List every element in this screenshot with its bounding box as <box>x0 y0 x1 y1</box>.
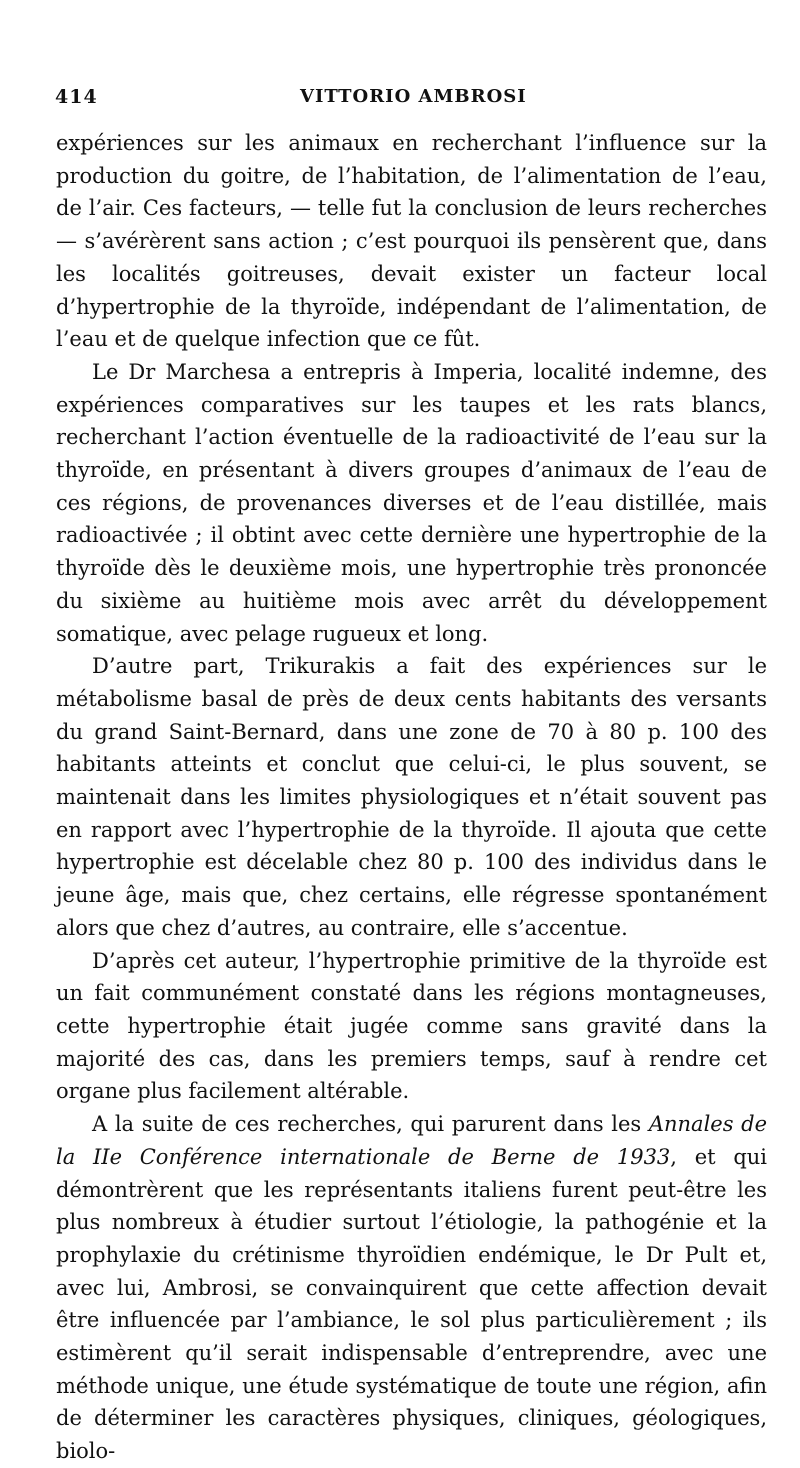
body-text <box>56 127 767 1468</box>
page-header <box>55 86 770 116</box>
paragraph-4: D’après cet auteur, l’hypertrophie primitive de la thyroïde est un fait communément constaté dans les régions montagneuses, cette hypertrophie était jugée comme sans gravité dans la majorité des cas, dans les premiers temps, sauf à rendre cet organe plus facilement altérable. <box>56 948 767 1104</box>
paragraph-5-end: , et qui démontrèrent que les représentants italiens furent peut-être les plus nombreux à étudier surtout l’étiologie, la pathogénie et la prophylaxie du crétinisme thyroïdien endémique, le Dr Pult et, avec lui, Ambrosi, se convainquirent que cette affection devait être influencée par l’ambiance, le sol plus particulièrement ; ils estimèrent qu’il serait indispensable d’entreprendre, avec une méthode unique, une étude systématique de toute une région, afin de déterminer les caractères physiques, cliniques, géologiques, biolo- <box>56 1144 768 1464</box>
page-number: 414 <box>55 86 98 108</box>
journal-title: Annales de la IIe Conférence internationale de Berne de 1933 <box>56 1112 768 1169</box>
running-head: VITTORIO AMBROSI <box>300 86 527 107</box>
paragraph-1: expériences sur les animaux en recherchant l’influence sur la production du goitre, de l’habitation, de l’alimentation de l’eau, de l’air. Ces facteurs, — telle fut la conclusion de leurs recherches — s’avérèrent sans action ; c’est pourquoi ils pensèrent que, dans les localités goitreuses, devait exister un facteur local d’hypertrophie de la thyroïde, indépendant de l’alimentation, de l’eau et de quelque infection que ce fût. <box>56 131 767 352</box>
paragraph-2: Le Dr Marchesa a entrepris à Imperia, localité indemne, des expériences comparatives sur les taupes et les rats blancs, recherchant l’action éventuelle de la radioactivité de l’eau sur la thyroïde, en présentant à divers groupes d’animaux de l’eau de ces régions, de provenances diverses et de l’eau distillée, mais radioactivée ; il obtint avec cette dernière une hypertrophie de la thyroïde dès le deuxième mois, une hypertrophie très prononcée du sixième au huitième mois avec arrêt du développement somatique, avec pelage rugueux et long. <box>56 359 767 646</box>
paragraph-3: D’autre part, Trikurakis a fait des expériences sur le métabolisme basal de près de deux cents habitants des versants du grand Saint-Bernard, dans une zone de 70 à 80 p. 100 des habitants atteints et conclut que celui-ci, le plus souvent, se maintenait dans les limites physiologiques et n’était souvent pas en rapport avec l’hypertrophie de la thyroïde. Il ajouta que cette hypertrophie est décelable chez 80 p. 100 des individus dans le jeune âge, mais que, chez certains, elle régresse spontanément alors que chez d’autres, au contraire, elle s’accentue. <box>56 654 767 940</box>
paragraph-5-start: A la suite de ces recherches, qui parurent dans les <box>92 1112 649 1137</box>
paragraph-5 <box>56 1108 767 1468</box>
